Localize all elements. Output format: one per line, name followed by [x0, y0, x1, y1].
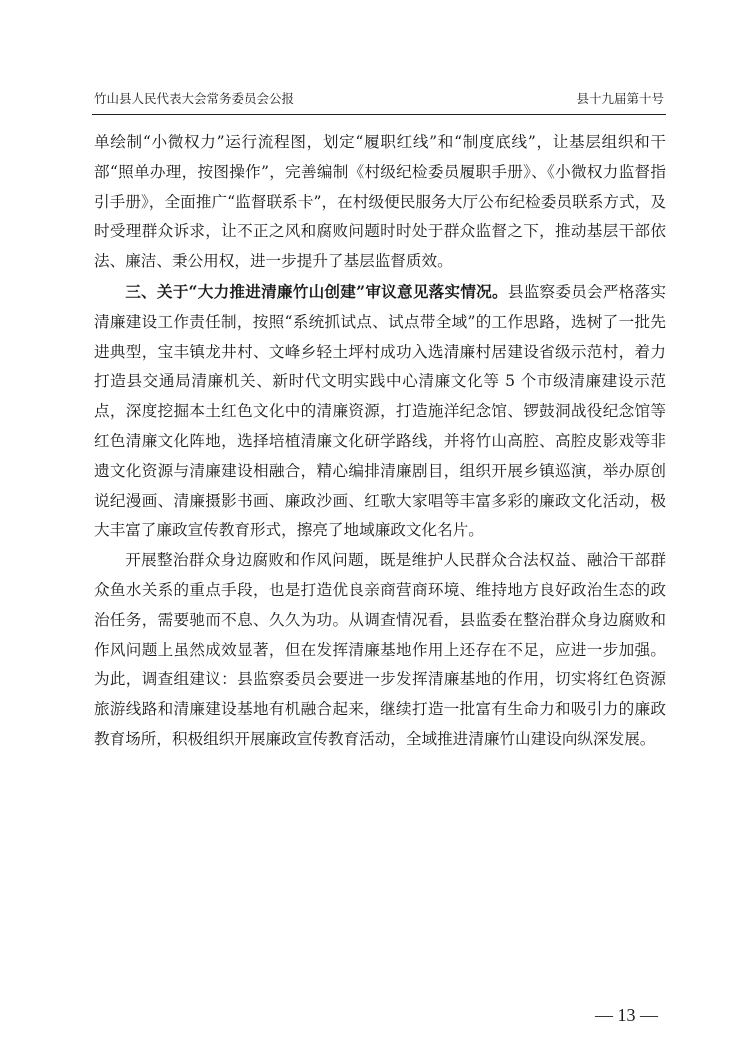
paragraph-recommendation	[94, 546, 666, 755]
page-header	[92, 90, 666, 115]
paragraph-continued	[94, 128, 666, 277]
page-number: — 13 —	[595, 1005, 658, 1025]
publication-title: 竹山县人民代表大会常务委员会公报	[94, 91, 295, 106]
document-body	[94, 128, 666, 755]
section-heading: 三、关于“大力推进清廉竹山创建”审议意见落实情况。	[125, 281, 508, 301]
paragraph-text: 开展整治群众身边腐败和作风问题，既是维护人民群众合法权益、融洽干部群众鱼水关系的重点手段，也是打造优良亲商营商环境、维持地方良好政治生态的政治任务，需要驰而不息、久久为功。从调查情况看，县监委在整治群众身边腐败和作风问题上虽然成效显著，但在发挥清廉基地作用上还存在不足，应进一步加强。为此，调查组建议：县监察委员会要进一步发挥清廉基地的作用，切实将红色资源旅游线路和清廉建设基地有机融合起来，继续打造一批富有生命力和吸引力的廉政教育场所，积极组织开展廉政宣传教育活动，全域推进清廉竹山建设向纵深发展。	[94, 551, 666, 748]
paragraph-text: 单绘制“小微权力”运行流程图，划定“履职红线”和“制度底线”，让基层组织和干部“照单办理，按图操作”，完善编制《村级纪检委员履职手册》、《小微权力监督指引手册》，全面推广“监督联系卡”，在村级便民服务大厅公布纪检委员联系方式，及时受理群众诉求，让不正之风和腐败问题时时处于群众监督之下，推动基层干部依法、廉洁、秉公用权，进一步提升了基层监督质效。	[94, 133, 666, 271]
issue-number: 县十九届第十号	[576, 91, 664, 106]
paragraph-section-three	[94, 277, 666, 546]
paragraph-text: 县监察委员会严格落实清廉建设工作责任制，按照“系统抓试点、试点带全域”的工作思路，选树了一批先进典型，宝丰镇龙井村、文峰乡轻土坪村成功入选清廉村居建设省级示范村，着力打造县交通局清廉机关、新时代文明实践中心清廉文化等 5 个市级清廉建设示范点，深度挖掘本土红色文化中的清廉资源，打造施洋纪念馆、锣鼓洞战役纪念馆等红色清廉文化阵地，选择培植清廉文化研学路线，并将竹山高腔、高腔皮影戏等非遗文化资源与清廉建设相融合，精心编排清廉剧目，组织开展乡镇巡演，举办原创说纪漫画、清廉摄影书画、廉政沙画、红歌大家唱等丰富多彩的廉政文化活动，极大丰富了廉政宣传教育形式，擦亮了地域廉政文化名片。	[94, 282, 666, 540]
